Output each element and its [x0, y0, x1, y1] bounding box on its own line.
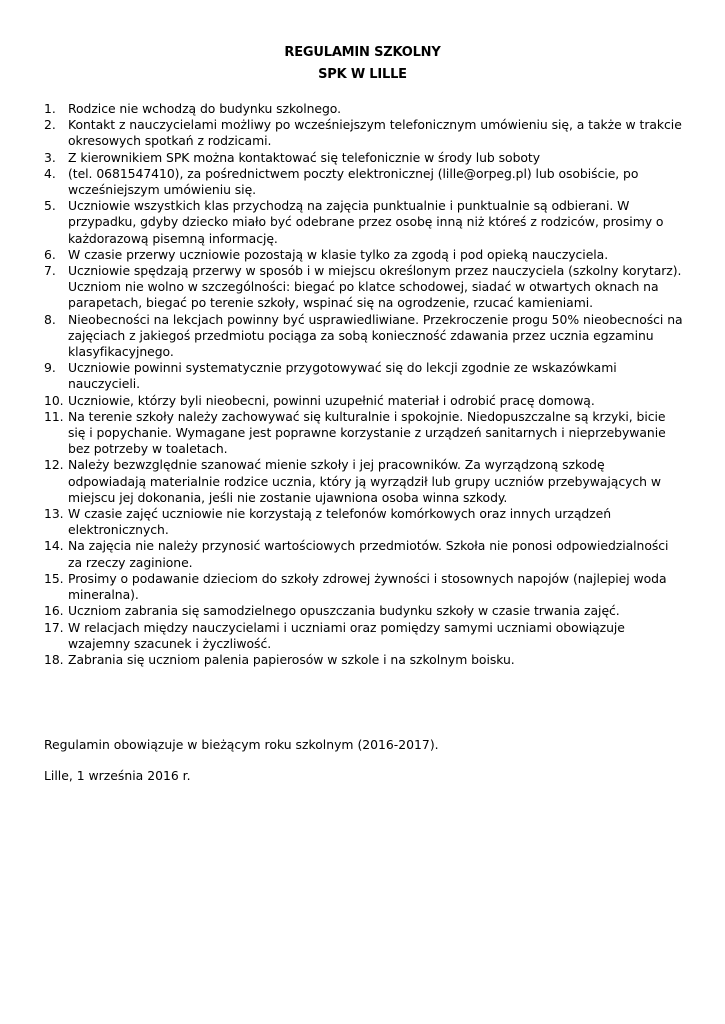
rule-text: Uczniowie, którzy byli nieobecni, powinni uzupełnić materiał i odrobić pracę domową.	[68, 392, 595, 408]
rule-text: Na zajęcia nie należy przynosić wartościowych przedmiotów. Szkoła nie ponosi odpowiedzialności za rzeczy zaginione.	[68, 538, 669, 570]
rule-item	[44, 198, 684, 247]
validity-note: Regulamin obowiązuje w bieżącym roku szkolnym (2016-2017).	[44, 737, 439, 752]
rule-number: 8.	[44, 311, 56, 327]
rule-item	[44, 150, 684, 166]
rule-number: 11.	[44, 408, 64, 424]
rule-item	[44, 409, 684, 458]
rule-text: Rodzice nie wchodzą do budynku szkolnego.	[68, 101, 342, 116]
rule-item	[44, 166, 684, 198]
rule-item	[44, 571, 684, 603]
rule-number: 18.	[44, 651, 64, 667]
rule-number: 10.	[44, 392, 64, 408]
rule-text: Uczniowie powinni systematycznie przygotowywać się do lekcji zgodnie ze wskazówkami nauczycieli.	[68, 360, 617, 392]
rule-number: 17.	[44, 619, 64, 635]
rule-item	[44, 312, 684, 361]
rule-number: 6.	[44, 246, 56, 262]
rule-number: 2.	[44, 117, 56, 133]
rule-item	[44, 263, 684, 312]
document-subtitle: SPK W LILLE	[318, 67, 407, 82]
rule-number: 12.	[44, 457, 64, 473]
rule-item	[44, 101, 684, 117]
rule-text: Nieobecności na lekcjach powinny być usprawiedliwiane. Przekroczenie progu 50% nieobecności na zajęciach z jakiegoś przedmiotu pociąga za sobą konieczność zdawania przez ucznia egzaminu klasyfikacyjnego.	[68, 311, 683, 360]
rule-item	[44, 506, 684, 538]
rule-number: 15.	[44, 570, 64, 586]
rule-item	[44, 117, 684, 149]
rule-number: 13.	[44, 506, 64, 522]
rule-number: 3.	[44, 149, 56, 165]
rule-text: Uczniowie wszystkich klas przychodzą na zajęcia punktualnie i punktualnie są odbierani. W przypadku, gdyby dziecko miało być odebrane przez osobę inną niż któreś z rodziców, prosimy o każdorazową pisemną informację.	[68, 198, 664, 246]
rule-item	[44, 457, 684, 506]
rule-number: 9.	[44, 360, 56, 376]
rule-item	[44, 247, 684, 263]
rule-item	[44, 603, 684, 619]
rule-text: Prosimy o podawanie dzieciom do szkoły zdrowej żywności i stosownych napojów (najlepiej woda mineralna).	[68, 570, 667, 603]
rule-number: 14.	[44, 538, 64, 554]
rule-text: W czasie zajęć uczniowie nie korzystają z telefonów komórkowych oraz innych urządzeń elektronicznych.	[68, 506, 612, 538]
place-and-date: Lille, 1 września 2016 r.	[44, 768, 191, 783]
rule-text: W czasie przerwy uczniowie pozostają w klasie tylko za zgodą i pod opieką nauczyciela.	[68, 246, 609, 262]
rule-text: Uczniom zabrania się samodzielnego opuszczania budynku szkoły w czasie trwania zajęć.	[68, 603, 620, 619]
document-title: REGULAMIN SZKOLNY	[284, 45, 441, 60]
rule-number: 5.	[44, 198, 56, 214]
rule-text: Zabrania się uczniom palenia papierosów w szkole i na szkolnym boisku.	[68, 651, 515, 667]
rule-number: 7.	[44, 263, 56, 279]
rules-list	[44, 101, 684, 668]
rule-text: W relacjach między nauczycielami i uczniami oraz pomiędzy samymi uczniami obowiązuje wzajemny szacunek i życzliwość.	[68, 619, 625, 651]
rule-text: Na terenie szkoły należy zachowywać się kulturalnie i spokojnie. Niedopuszczalne są krzyki, bicie się i popychanie. Wymagane jest poprawne korzystanie z urządzeń sanitarnych i nieprzebywanie bez potrzeby w toaletach.	[68, 408, 666, 457]
rule-text: Z kierownikiem SPK można kontaktować się telefonicznie w środy lub soboty	[68, 149, 541, 165]
rule-text: Należy bezwzględnie szanować mienie szkoły i jej pracowników. Za wyrządzoną szkodę odpowiadają materialnie rodzice ucznia, który ją wyrządził lub grupy uczniów przebywających w miejscu jej dokonania, jeśli nie zostanie ujawniona osoba winna szkody.	[68, 457, 661, 505]
rule-text: Kontakt z nauczycielami możliwy po wcześniejszym telefonicznym umówieniu się, a także w trakcie okresowych spotkań z rodzicami.	[68, 117, 682, 149]
rule-number: 4.	[44, 165, 56, 181]
rule-item	[44, 620, 684, 652]
rule-item	[44, 538, 684, 570]
rule-item	[44, 360, 684, 392]
rule-item	[44, 393, 684, 409]
rule-number: 1.	[44, 101, 56, 116]
rule-text: (tel. 0681547410), za pośrednictwem poczty elektronicznej (lille@orpeg.pl) lub osobiście, po wcześniejszym umówieniu się.	[68, 165, 639, 198]
rule-number: 16.	[44, 603, 64, 619]
rule-item	[44, 652, 684, 668]
rule-text: Uczniowie spędzają przerwy w sposób i w miejscu określonym przez nauczyciela (szkolny korytarz). Uczniom nie wolno w szczególności: biegać po klatce schodowej, siadać w otwartych oknach na parapetach, biegać po terenie szkoły, wspinać się na ogrodzenie, rzucać kamieniami.	[68, 263, 682, 311]
